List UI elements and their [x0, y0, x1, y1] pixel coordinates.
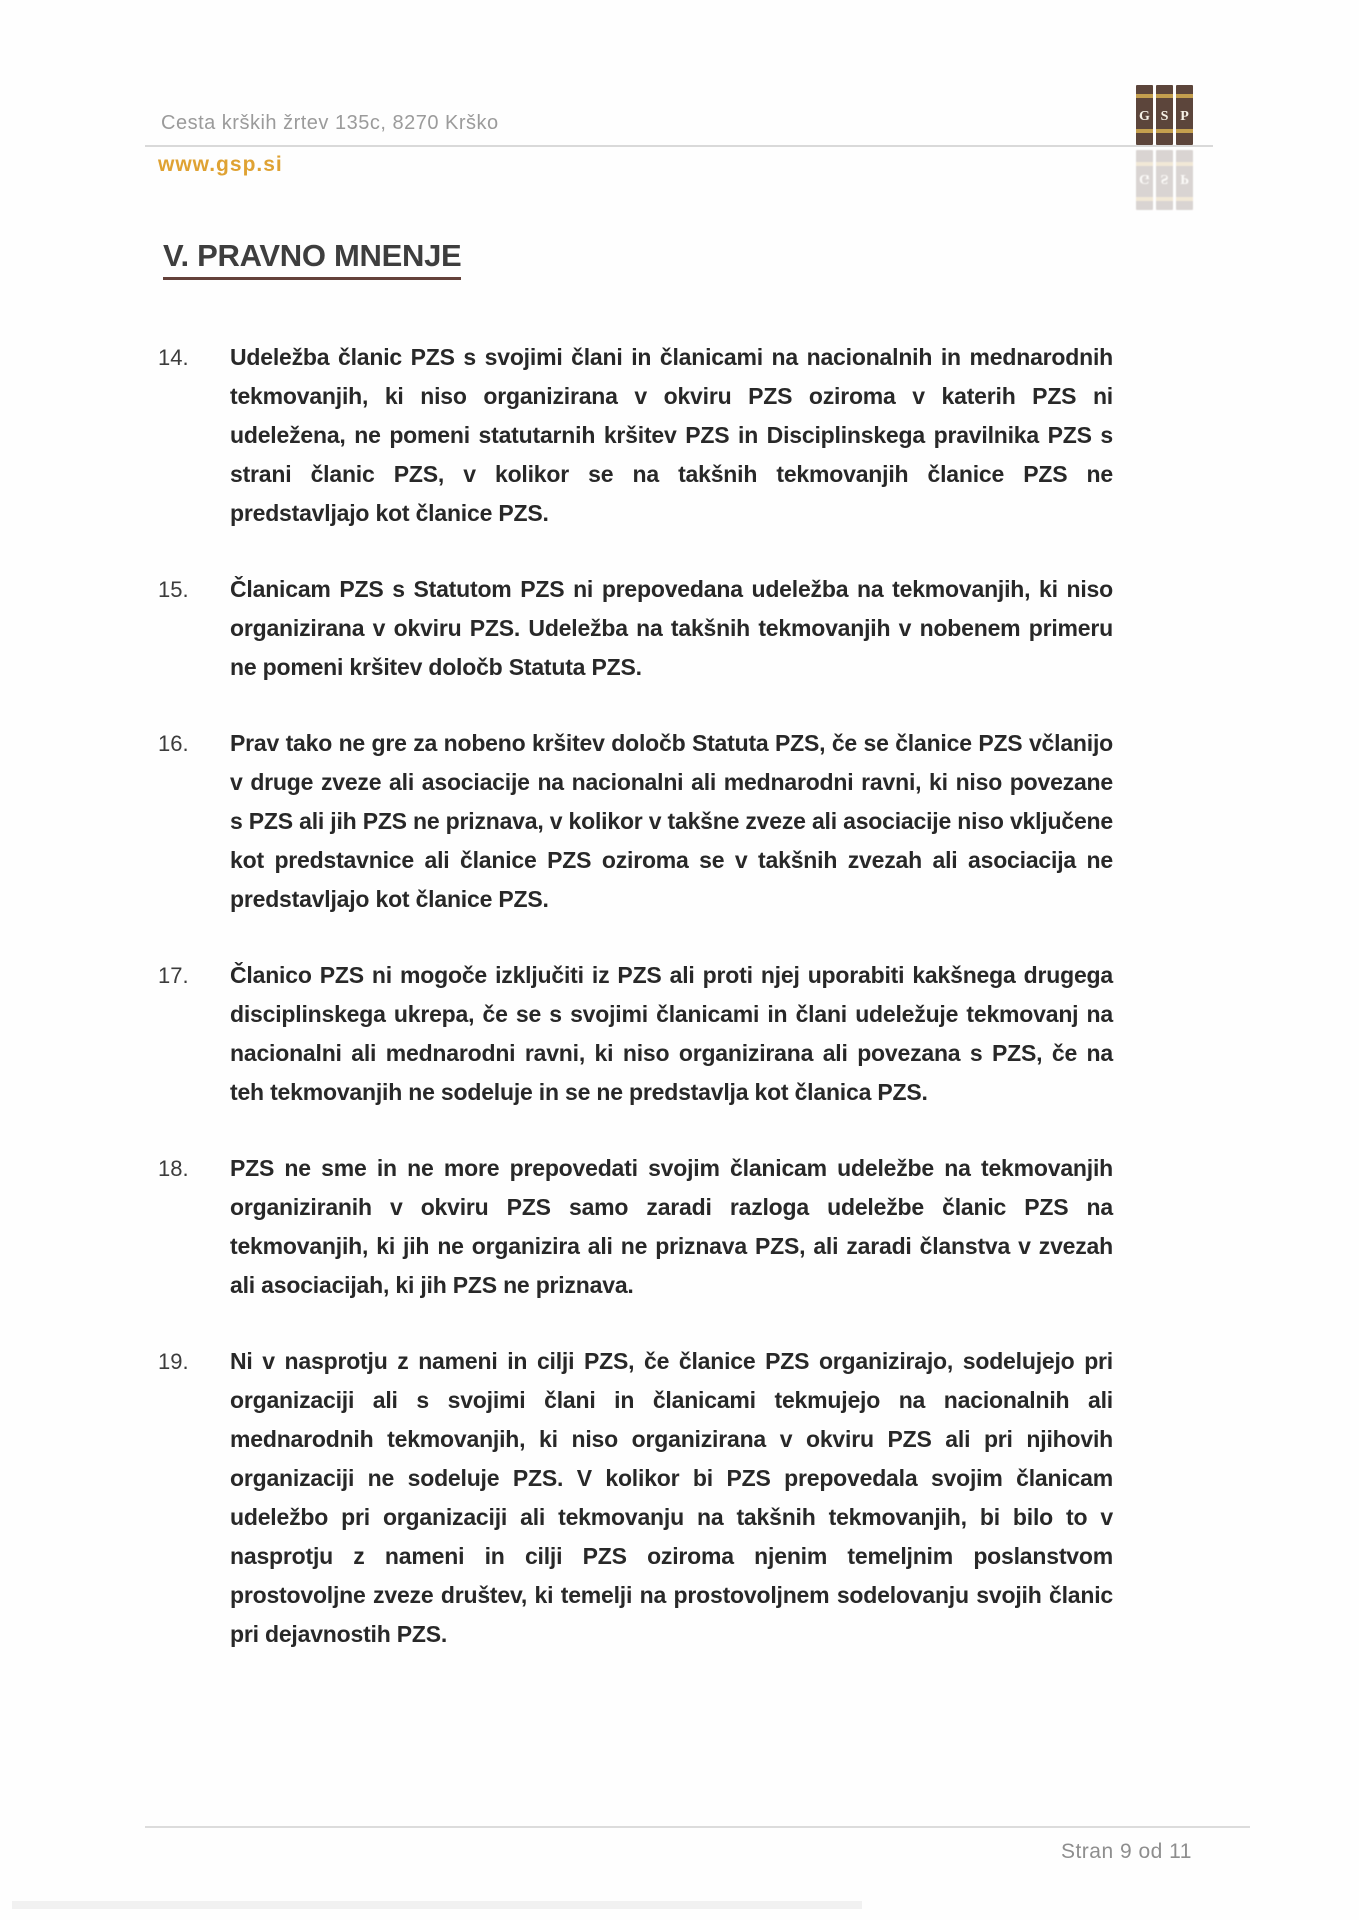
item-number: 17. [158, 963, 189, 988]
page-number-indicator: Stran 9 od 11 [1060, 1840, 1192, 1863]
item-text: Članico PZS ni mogoče izključiti iz PZS ali proti njej uporabiti kakšnega drugega disciplinskega ukrepa, če se s svojimi članicami in člani udeležuje tekmovanj na nacionalni ali mednarodni ravni, ki niso organizirana ali povezana s PZS, če na teh tekmovanjih ne sodeluje in se ne predstavlja kot članica PZS. [230, 962, 1113, 1105]
footer-rule [145, 1826, 1250, 1828]
book-spine-s [1156, 85, 1173, 145]
logo-letter-g: G [1139, 109, 1150, 124]
header-address: Cesta krških žrtev 135c, 8270 Krško [161, 112, 499, 134]
opinion-item-16 [158, 724, 1113, 919]
book-spines-icon [1136, 85, 1193, 145]
logo-reflection: G S P [1136, 150, 1193, 210]
item-number: 15. [158, 577, 189, 602]
opinion-item-15 [158, 570, 1113, 687]
page-title: V. PRAVNO MNENJE [163, 238, 461, 280]
item-text: Prav tako ne gre za nobeno kršitev določb Statuta PZS, če se članice PZS včlanijo v druge zveze ali asociacije na nacionalni ali mednarodni ravni, ki niso povezane s PZS ali jih PZS ne priznava, v kolikor v takšne zveze ali asociacije niso vključene kot predstavnice ali članice PZS oziroma se v takšnih zvezah ali asociacija ne predstavljajo kot članice PZS. [230, 730, 1113, 912]
opinion-item-19 [158, 1342, 1113, 1654]
item-number: 18. [158, 1156, 189, 1181]
item-text: PZS ne sme in ne more prepovedati svojim članicam udeležbe na tekmovanjih organiziranih v okviru PZS samo zaradi razloga udeležbe članic PZS na tekmovanjih, ki jih ne organizira ali ne priznava PZS, ali zaradi članstva v zvezah ali asociacijah, ki jih PZS ne priznava. [230, 1155, 1113, 1298]
opinion-item-17 [158, 956, 1113, 1112]
item-text: Ni v nasprotju z nameni in cilji PZS, če članice PZS organizirajo, sodelujejo pri organizaciji ali s svojimi člani in članicami tekmujejo na nacionalnih ali mednarodnih tekmovanjih, ki niso organizirana v okviru PZS ali pri njihovih organizaciji ne sodeluje PZS. V kolikor bi PZS prepovedala svojim članicam udeležbo pri organizaciji ali tekmovanju na takšnih tekmovanjih, bi bilo to v nasprotju z nameni in cilji PZS oziroma njenim temeljnim poslanstvom prostovoljne zveze društev, ki temelji na prostovoljnem sodelovanju svojih članic pri dejavnostih PZS. [230, 1348, 1113, 1647]
book-spine-p [1176, 85, 1193, 145]
book-spine-g [1136, 85, 1153, 145]
opinion-list [158, 338, 1113, 1691]
logo-letter-p: P [1180, 109, 1189, 124]
gsp-books-logo [1136, 85, 1193, 210]
website-link: www.gsp.si [158, 153, 283, 176]
item-text: Udeležba članic PZS s svojimi člani in članicami na nacionalnih in mednarodnih tekmovanjih, ki niso organizirana v okviru PZS oziroma v katerih PZS ni udeležena, ne pomeni statutarnih kršitev PZS in Disciplinskega pravilnika PZS s strani članic PZS, v kolikor se na takšnih tekmovanjih članice PZS ne predstavljajo kot članice PZS. [230, 344, 1113, 526]
opinion-item-14 [158, 338, 1113, 533]
scan-artifact-band [12, 1901, 862, 1909]
item-number: 14. [158, 345, 189, 370]
header-rule [145, 145, 1213, 147]
logo-letter-s: S [1160, 109, 1169, 124]
opinion-item-18 [158, 1149, 1113, 1305]
item-text: Članicam PZS s Statutom PZS ni prepovedana udeležba na tekmovanjih, ki niso organizirana v okviru PZS. Udeležba na takšnih tekmovanjih v nobenem primeru ne pomeni kršitev določb Statuta PZS. [230, 576, 1113, 680]
item-number: 19. [158, 1349, 189, 1374]
item-number: 16. [158, 731, 189, 756]
